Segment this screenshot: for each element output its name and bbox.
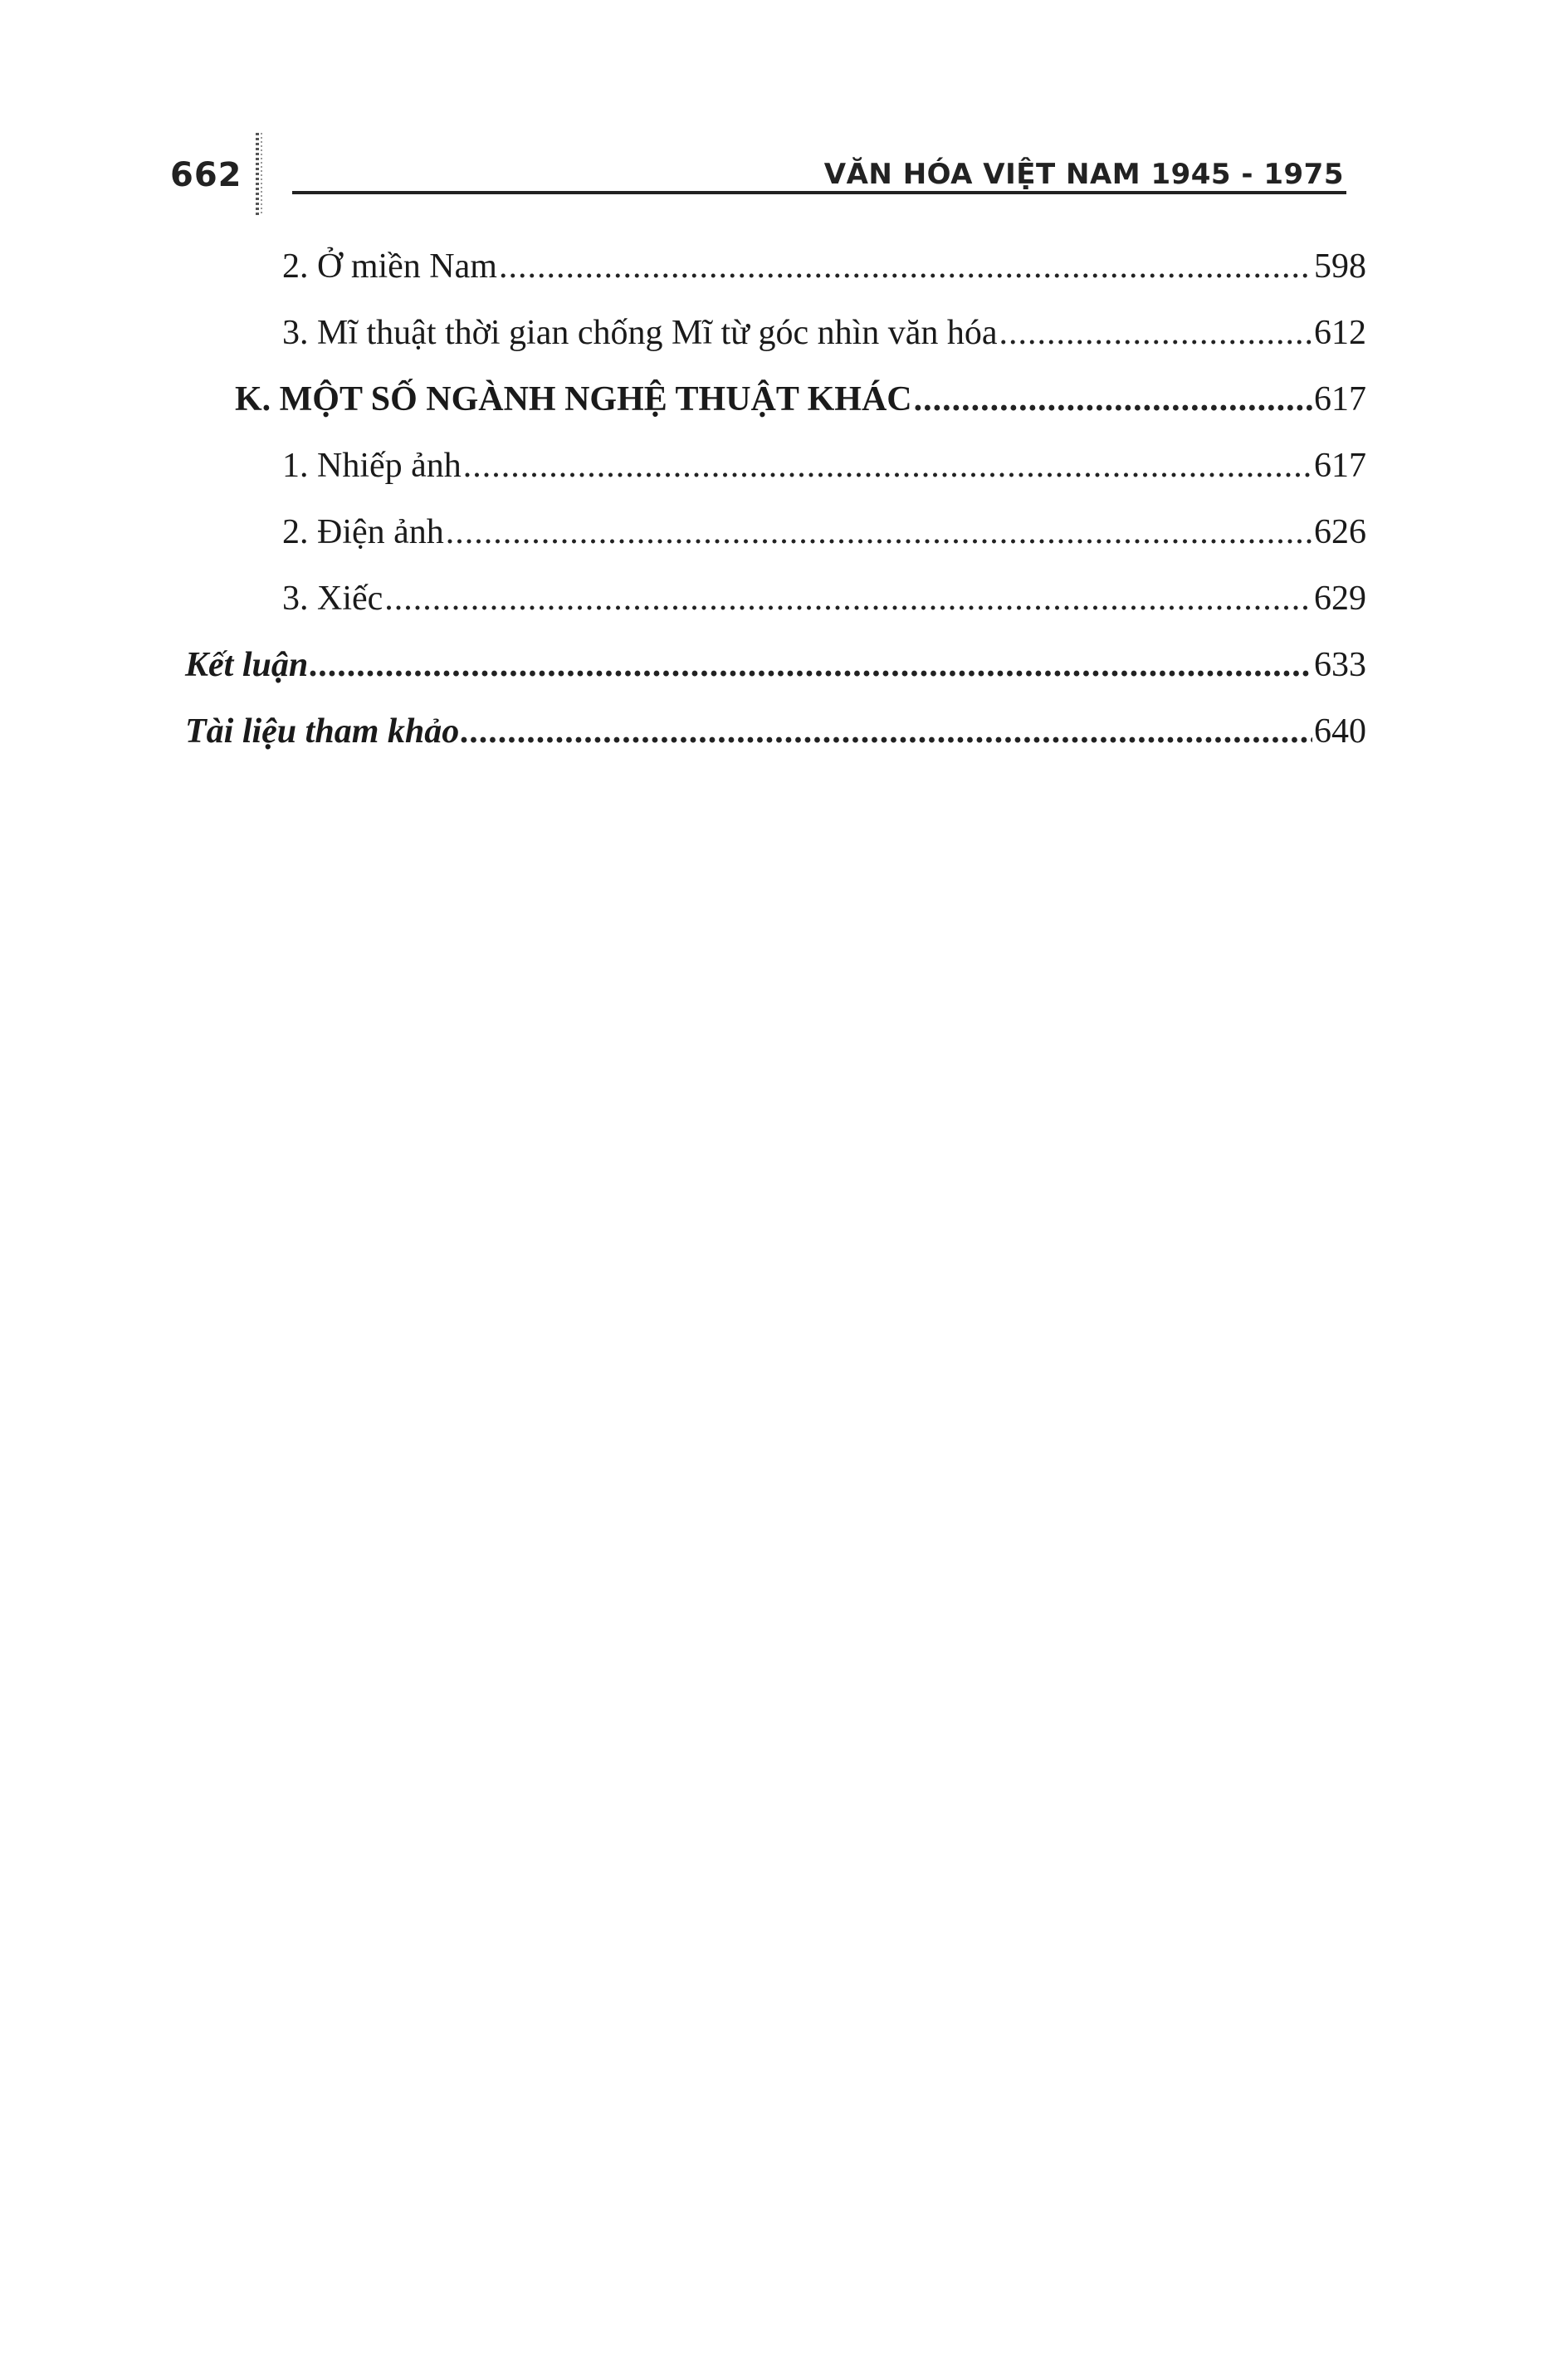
toc-entry	[282, 515, 1366, 550]
running-title: VĂN HÓA VIỆT NAM 1945 - 1975	[823, 158, 1344, 191]
toc-entry-page: 598	[1314, 247, 1366, 286]
toc-dot-leader	[914, 382, 1312, 417]
toc-dot-leader	[461, 714, 1312, 749]
toc-dot-leader	[310, 648, 1312, 682]
toc-entry-page: 633	[1314, 646, 1366, 684]
toc-entry	[282, 581, 1366, 616]
toc-dot-leader	[384, 581, 1312, 616]
header-divider-secondary	[261, 133, 262, 216]
toc-entry	[282, 249, 1366, 284]
toc-entry-title: 3. Mĩ thuật thời gian chống Mĩ từ góc nhìn văn hóa	[282, 314, 998, 352]
toc-entry	[282, 316, 1366, 350]
toc-entry-page: 640	[1314, 712, 1366, 751]
header-divider	[256, 133, 259, 216]
toc-entry-page: 617	[1314, 447, 1366, 485]
toc-dot-leader	[463, 448, 1312, 483]
toc-entry-page: 626	[1314, 513, 1366, 551]
toc-dot-leader	[446, 515, 1312, 550]
toc-entry	[282, 448, 1366, 483]
toc-entry-title: Tài liệu tham khảo	[185, 712, 460, 751]
toc-entry-title: 3. Xiếc	[282, 580, 383, 618]
toc-entry-page: 612	[1314, 314, 1366, 352]
toc-entry-page: 629	[1314, 580, 1366, 618]
toc-entry-title: 1. Nhiếp ảnh	[282, 447, 462, 485]
toc-chapter-entry	[185, 648, 1366, 682]
toc-entry-title: 2. Điện ảnh	[282, 513, 444, 551]
toc-section-heading	[235, 382, 1366, 417]
toc-entry-title: 2. Ở miền Nam	[282, 247, 497, 286]
header-rule	[292, 191, 1346, 194]
page-header	[0, 0, 1568, 216]
toc-chapter-entry	[185, 714, 1366, 749]
toc-dot-leader	[499, 249, 1312, 284]
page-number: 662	[170, 156, 242, 194]
toc-entry-title: Kết luận	[185, 646, 309, 684]
toc-entry-page: 617	[1314, 380, 1366, 418]
toc-entry-title: K. MỘT SỐ NGÀNH NGHỆ THUẬT KHÁC	[235, 380, 912, 418]
toc-dot-leader	[999, 316, 1312, 350]
